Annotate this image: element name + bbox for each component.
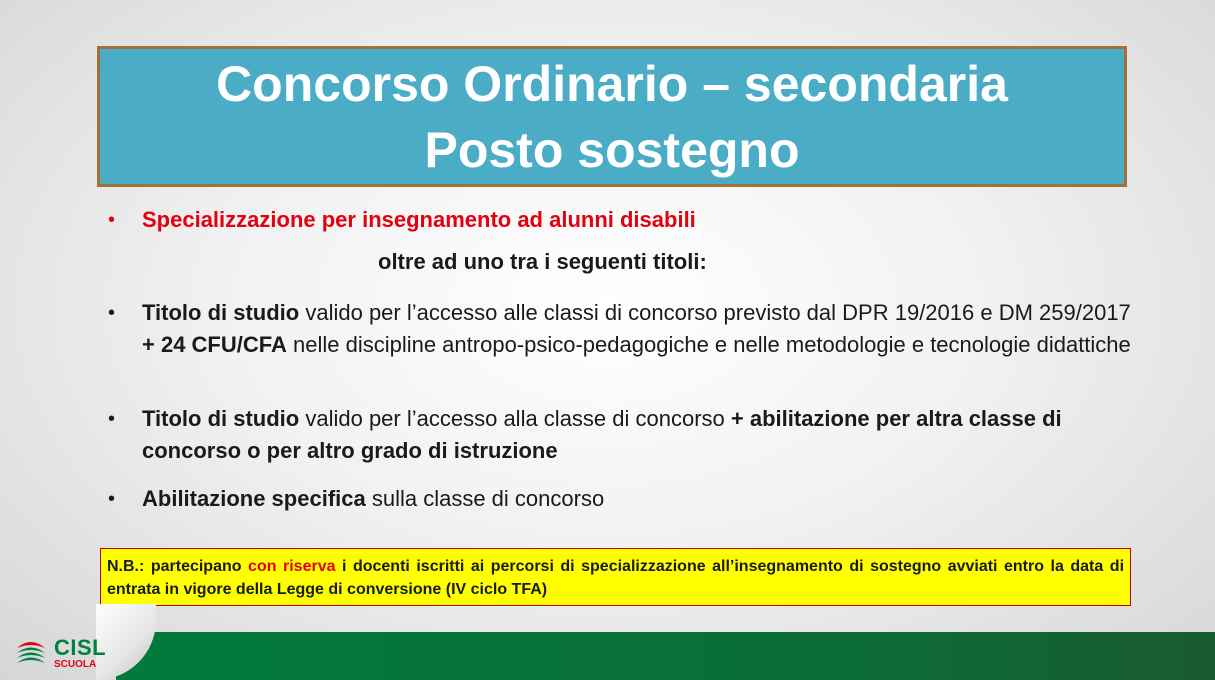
bullet-3-bold-2: + abilitazione per altra classe di concorso o per altro grado di istruzione: [142, 406, 1062, 463]
logo-text: [54, 634, 107, 670]
note-part-1: N.B.: partecipano: [107, 558, 249, 575]
bullet-text-2: [142, 297, 1132, 361]
bullet-dot-2: •: [108, 302, 116, 324]
bullet-item-3: [108, 403, 1132, 467]
bullet-text-3: [142, 403, 1132, 467]
note-part-3: i docenti iscritti ai percorsi di specializzazione all’insegnamento di sostegno avviati entro la data di entrata in vigore della Legge di conversione (IV ciclo TFA): [107, 558, 1125, 598]
note-reserve: con riserva: [248, 558, 336, 575]
bullet-4-bold-1: Abilitazione specifica: [142, 486, 366, 511]
bullet-2-text-2: nelle discipline antropo-psico-pedagogiche e nelle metodologie e tecnologie didattiche: [286, 332, 1131, 357]
cisl-logo-icon: [14, 636, 48, 670]
bullet-2-bold-1: Titolo di studio: [142, 300, 300, 325]
bullet-2-text-1: valido per l’accesso alle classi di concorso previsto dal DPR 19/2016 e DM 259/2017: [299, 300, 1131, 325]
cisl-scuola-logo: [14, 633, 126, 673]
bullet-2-bold-2: + 24 CFU/CFA: [142, 332, 287, 357]
logo-main-text: CISL: [54, 634, 107, 660]
bullet-dot-1: •: [108, 209, 116, 231]
title-box: [97, 46, 1127, 187]
note-box: [100, 548, 1131, 606]
bullet-text-1: Specializzazione per insegnamento ad alunni disabili: [142, 207, 696, 232]
footer-bar: [116, 632, 1215, 680]
logo-sub-text: SCUOLA: [54, 658, 97, 670]
bullet-4-text-1: sulla classe di concorso: [365, 486, 605, 511]
title-line-1: Concorso Ordinario – secondaria: [216, 55, 1008, 112]
bullet-dot-4: •: [108, 488, 116, 510]
bullet-item-4: [108, 483, 1132, 515]
bullet-3-text-1: valido per l’accesso alla classe di concorso: [299, 406, 731, 431]
bullet-3-bold-1: Titolo di studio: [142, 406, 300, 431]
bullet-item-2: [108, 297, 1132, 361]
bullet-text-4: [142, 483, 1132, 515]
bullet-item-1: [108, 204, 1132, 236]
bullet-dot-3: •: [108, 408, 116, 430]
title-line-2: Posto sostegno: [424, 121, 800, 178]
subline: oltre ad uno tra i seguenti titoli:: [378, 249, 707, 274]
